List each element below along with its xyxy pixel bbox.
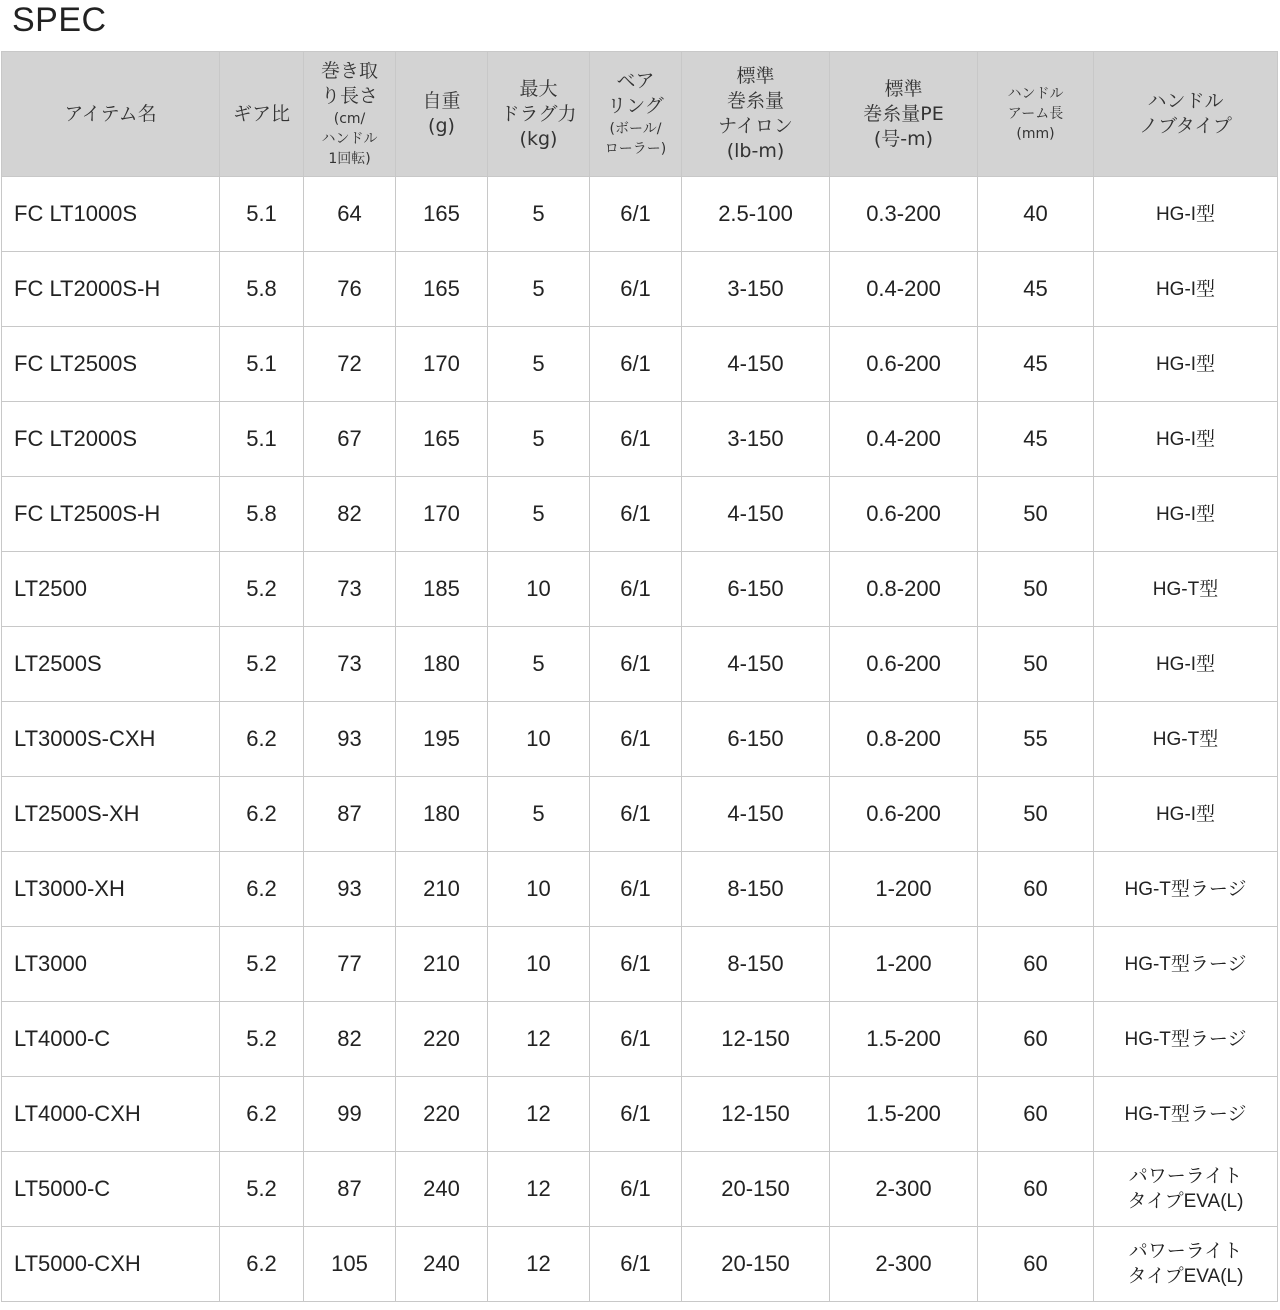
cell-pe-capacity: 1.5-200 — [830, 1077, 978, 1152]
cell-gear-ratio: 6.2 — [220, 1227, 304, 1302]
cell-item-name: LT5000-C — [2, 1152, 220, 1227]
cell-nylon-capacity: 4-150 — [682, 477, 830, 552]
cell-gear-ratio: 5.1 — [220, 177, 304, 252]
header-line: (lb-m) — [726, 140, 785, 162]
cell-handle-arm-length: 50 — [978, 627, 1094, 702]
cell-item-name: LT4000-C — [2, 1002, 220, 1077]
table-row — [2, 627, 1278, 702]
table-row — [2, 777, 1278, 852]
header-line: り長さ — [320, 85, 378, 107]
table-row — [2, 702, 1278, 777]
header-line: (g) — [428, 115, 455, 137]
header-line: リング — [607, 95, 664, 117]
cell-handle-arm-length: 60 — [978, 927, 1094, 1002]
cell-weight: 165 — [396, 402, 488, 477]
cell-handle-knob-type: HG-I型 — [1094, 402, 1278, 477]
header-handle-knob-type — [1094, 52, 1278, 177]
table-row — [2, 1002, 1278, 1077]
cell-retrieve-length: 93 — [304, 852, 396, 927]
cell-nylon-capacity: 3-150 — [682, 402, 830, 477]
cell-retrieve-length: 93 — [304, 702, 396, 777]
header-line: ギア比 — [232, 102, 290, 125]
cell-gear-ratio: 5.8 — [220, 477, 304, 552]
cell-nylon-capacity: 12-150 — [682, 1077, 830, 1152]
header-line: (kg) — [519, 127, 558, 150]
cell-nylon-capacity: 20-150 — [682, 1227, 830, 1302]
cell-gear-ratio: 5.2 — [220, 552, 304, 627]
cell-nylon-capacity: 4-150 — [682, 327, 830, 402]
cell-bearings: 6/1 — [590, 552, 682, 627]
cell-bearings: 6/1 — [590, 1227, 682, 1302]
cell-gear-ratio: 5.2 — [220, 1152, 304, 1227]
cell-handle-knob-type: パワーライト タイプEVA(L) — [1094, 1227, 1278, 1302]
table-body — [2, 177, 1278, 1302]
header-line: 自重 — [422, 90, 461, 112]
cell-bearings: 6/1 — [590, 402, 682, 477]
cell-bearings: 6/1 — [590, 1152, 682, 1227]
cell-nylon-capacity: 8-150 — [682, 852, 830, 927]
cell-max-drag: 5 — [488, 327, 590, 402]
cell-handle-knob-type: HG-T型 — [1094, 702, 1278, 777]
cell-retrieve-length: 76 — [304, 252, 396, 327]
cell-retrieve-length: 87 — [304, 777, 396, 852]
cell-bearings: 6/1 — [590, 627, 682, 702]
cell-nylon-capacity: 12-150 — [682, 1002, 830, 1077]
header-subline: (mm) — [1016, 126, 1055, 142]
cell-pe-capacity: 2-300 — [830, 1152, 978, 1227]
cell-gear-ratio: 5.1 — [220, 327, 304, 402]
cell-handle-arm-length: 45 — [978, 327, 1094, 402]
cell-handle-arm-length: 45 — [978, 252, 1094, 327]
cell-weight: 195 — [396, 702, 488, 777]
cell-weight: 240 — [396, 1152, 488, 1227]
cell-max-drag: 12 — [488, 1227, 590, 1302]
header-subline: (ボール/ — [609, 121, 662, 137]
cell-item-name: LT3000-XH — [2, 852, 220, 927]
cell-max-drag: 5 — [488, 477, 590, 552]
cell-bearings: 6/1 — [590, 777, 682, 852]
cell-retrieve-length: 82 — [304, 477, 396, 552]
cell-weight: 165 — [396, 177, 488, 252]
cell-weight: 170 — [396, 477, 488, 552]
cell-handle-knob-type: HG-T型ラージ — [1094, 1002, 1278, 1077]
cell-pe-capacity: 0.8-200 — [830, 702, 978, 777]
cell-retrieve-length: 64 — [304, 177, 396, 252]
cell-pe-capacity: 0.6-200 — [830, 477, 978, 552]
table-row — [2, 477, 1278, 552]
cell-nylon-capacity: 20-150 — [682, 1152, 830, 1227]
cell-nylon-capacity: 6-150 — [682, 552, 830, 627]
cell-weight: 220 — [396, 1077, 488, 1152]
cell-handle-arm-length: 50 — [978, 552, 1094, 627]
cell-weight: 180 — [396, 777, 488, 852]
table-row — [2, 327, 1278, 402]
cell-nylon-capacity: 4-150 — [682, 777, 830, 852]
cell-item-name: FC LT2500S — [2, 327, 220, 402]
cell-pe-capacity: 0.8-200 — [830, 552, 978, 627]
cell-max-drag: 10 — [488, 852, 590, 927]
cell-max-drag: 5 — [488, 777, 590, 852]
table-header-row — [2, 52, 1278, 177]
cell-max-drag: 5 — [488, 627, 590, 702]
header-line: 巻き取 — [320, 60, 378, 82]
cell-handle-arm-length: 45 — [978, 402, 1094, 477]
header-nylon-capacity — [682, 52, 830, 177]
table-row — [2, 927, 1278, 1002]
cell-bearings: 6/1 — [590, 327, 682, 402]
cell-item-name: LT3000 — [2, 927, 220, 1002]
cell-pe-capacity: 1-200 — [830, 927, 978, 1002]
header-line: ハンドル — [1147, 90, 1224, 112]
cell-pe-capacity: 0.6-200 — [830, 777, 978, 852]
cell-bearings: 6/1 — [590, 1077, 682, 1152]
cell-bearings: 6/1 — [590, 852, 682, 927]
cell-gear-ratio: 6.2 — [220, 1077, 304, 1152]
cell-retrieve-length: 73 — [304, 552, 396, 627]
cell-nylon-capacity: 3-150 — [682, 252, 830, 327]
table-row — [2, 1227, 1278, 1302]
header-line: 標準 — [736, 65, 775, 87]
cell-retrieve-length: 99 — [304, 1077, 396, 1152]
header-gear-ratio — [220, 52, 304, 177]
cell-handle-arm-length: 60 — [978, 852, 1094, 927]
table-row — [2, 252, 1278, 327]
cell-handle-arm-length: 60 — [978, 1002, 1094, 1077]
cell-handle-arm-length: 60 — [978, 1152, 1094, 1227]
cell-weight: 180 — [396, 627, 488, 702]
cell-bearings: 6/1 — [590, 1002, 682, 1077]
cell-handle-knob-type: HG-T型ラージ — [1094, 852, 1278, 927]
header-line: 巻糸量PE — [863, 102, 944, 125]
cell-handle-arm-length: 55 — [978, 702, 1094, 777]
cell-gear-ratio: 5.2 — [220, 627, 304, 702]
header-line: ナイロン — [718, 115, 793, 137]
table-row — [2, 1152, 1278, 1227]
header-subline: 1回転) — [328, 151, 371, 167]
cell-handle-knob-type: HG-I型 — [1094, 627, 1278, 702]
cell-max-drag: 5 — [488, 177, 590, 252]
header-line: ノブタイプ — [1139, 115, 1232, 137]
header-line: ベア — [616, 70, 655, 92]
cell-handle-arm-length: 50 — [978, 777, 1094, 852]
cell-handle-knob-type: HG-I型 — [1094, 477, 1278, 552]
cell-retrieve-length: 67 — [304, 402, 396, 477]
header-pe-capacity — [830, 52, 978, 177]
table-row — [2, 177, 1278, 252]
cell-item-name: LT2500 — [2, 552, 220, 627]
cell-retrieve-length: 82 — [304, 1002, 396, 1077]
cell-gear-ratio: 6.2 — [220, 852, 304, 927]
header-line: アイテム名 — [64, 102, 157, 125]
cell-bearings: 6/1 — [590, 702, 682, 777]
cell-item-name: LT2500S-XH — [2, 777, 220, 852]
cell-weight: 165 — [396, 252, 488, 327]
cell-handle-knob-type: HG-T型 — [1094, 552, 1278, 627]
cell-max-drag: 5 — [488, 402, 590, 477]
cell-retrieve-length: 77 — [304, 927, 396, 1002]
cell-gear-ratio: 6.2 — [220, 777, 304, 852]
table-row — [2, 402, 1278, 477]
cell-item-name: LT3000S-CXH — [2, 702, 220, 777]
cell-pe-capacity: 0.6-200 — [830, 627, 978, 702]
cell-nylon-capacity: 8-150 — [682, 927, 830, 1002]
cell-item-name: LT4000-CXH — [2, 1077, 220, 1152]
table-row — [2, 552, 1278, 627]
cell-pe-capacity: 0.3-200 — [830, 177, 978, 252]
cell-weight: 240 — [396, 1227, 488, 1302]
cell-max-drag: 10 — [488, 927, 590, 1002]
cell-max-drag: 5 — [488, 252, 590, 327]
cell-retrieve-length: 87 — [304, 1152, 396, 1227]
cell-nylon-capacity: 6-150 — [682, 702, 830, 777]
cell-pe-capacity: 0.4-200 — [830, 252, 978, 327]
cell-bearings: 6/1 — [590, 177, 682, 252]
cell-item-name: FC LT2000S-H — [2, 252, 220, 327]
header-line: 巻糸量 — [726, 90, 784, 112]
cell-handle-knob-type: HG-I型 — [1094, 177, 1278, 252]
header-line: 最大 — [519, 77, 558, 100]
cell-weight: 170 — [396, 327, 488, 402]
cell-retrieve-length: 73 — [304, 627, 396, 702]
cell-bearings: 6/1 — [590, 252, 682, 327]
spec-table — [1, 51, 1278, 1302]
table-row — [2, 1077, 1278, 1152]
cell-bearings: 6/1 — [590, 477, 682, 552]
cell-nylon-capacity: 4-150 — [682, 627, 830, 702]
header-line: 標準 — [884, 77, 923, 100]
cell-handle-knob-type: HG-I型 — [1094, 252, 1278, 327]
cell-handle-knob-type: HG-T型ラージ — [1094, 1077, 1278, 1152]
cell-pe-capacity: 1.5-200 — [830, 1002, 978, 1077]
header-subline: ローラー) — [604, 141, 667, 157]
header-line: ドラグ力 — [500, 102, 577, 125]
cell-item-name: LT5000-CXH — [2, 1227, 220, 1302]
cell-retrieve-length: 105 — [304, 1227, 396, 1302]
cell-item-name: FC LT2500S-H — [2, 477, 220, 552]
cell-handle-knob-type: パワーライト タイプEVA(L) — [1094, 1152, 1278, 1227]
cell-gear-ratio: 5.2 — [220, 927, 304, 1002]
cell-weight: 185 — [396, 552, 488, 627]
cell-handle-arm-length: 50 — [978, 477, 1094, 552]
cell-bearings: 6/1 — [590, 927, 682, 1002]
header-max-drag — [488, 52, 590, 177]
header-subline: アーム長 — [1007, 106, 1064, 122]
cell-pe-capacity: 0.6-200 — [830, 327, 978, 402]
cell-max-drag: 12 — [488, 1152, 590, 1227]
cell-pe-capacity: 1-200 — [830, 852, 978, 927]
cell-max-drag: 12 — [488, 1077, 590, 1152]
cell-max-drag: 10 — [488, 552, 590, 627]
cell-weight: 220 — [396, 1002, 488, 1077]
header-bearings — [590, 52, 682, 177]
header-subline: (cm/ — [333, 111, 366, 127]
cell-pe-capacity: 2-300 — [830, 1227, 978, 1302]
cell-handle-knob-type: HG-I型 — [1094, 327, 1278, 402]
cell-handle-knob-type: HG-T型ラージ — [1094, 927, 1278, 1002]
cell-item-name: LT2500S — [2, 627, 220, 702]
header-subline: ハンドル — [321, 131, 378, 147]
page-title: SPEC — [12, 1, 107, 39]
header-line: (号-m) — [873, 127, 934, 150]
cell-pe-capacity: 0.4-200 — [830, 402, 978, 477]
header-item-name — [2, 52, 220, 177]
cell-weight: 210 — [396, 927, 488, 1002]
header-subline: ハンドル — [1007, 86, 1064, 102]
cell-max-drag: 12 — [488, 1002, 590, 1077]
cell-gear-ratio: 5.1 — [220, 402, 304, 477]
cell-handle-arm-length: 40 — [978, 177, 1094, 252]
header-retrieve-length — [304, 52, 396, 177]
cell-max-drag: 10 — [488, 702, 590, 777]
cell-weight: 210 — [396, 852, 488, 927]
cell-retrieve-length: 72 — [304, 327, 396, 402]
cell-gear-ratio: 6.2 — [220, 702, 304, 777]
cell-item-name: FC LT1000S — [2, 177, 220, 252]
header-handle-arm-length — [978, 52, 1094, 177]
cell-gear-ratio: 5.2 — [220, 1002, 304, 1077]
header-weight — [396, 52, 488, 177]
cell-handle-arm-length: 60 — [978, 1227, 1094, 1302]
cell-handle-arm-length: 60 — [978, 1077, 1094, 1152]
cell-item-name: FC LT2000S — [2, 402, 220, 477]
cell-nylon-capacity: 2.5-100 — [682, 177, 830, 252]
cell-handle-knob-type: HG-I型 — [1094, 777, 1278, 852]
cell-gear-ratio: 5.8 — [220, 252, 304, 327]
table-row — [2, 852, 1278, 927]
